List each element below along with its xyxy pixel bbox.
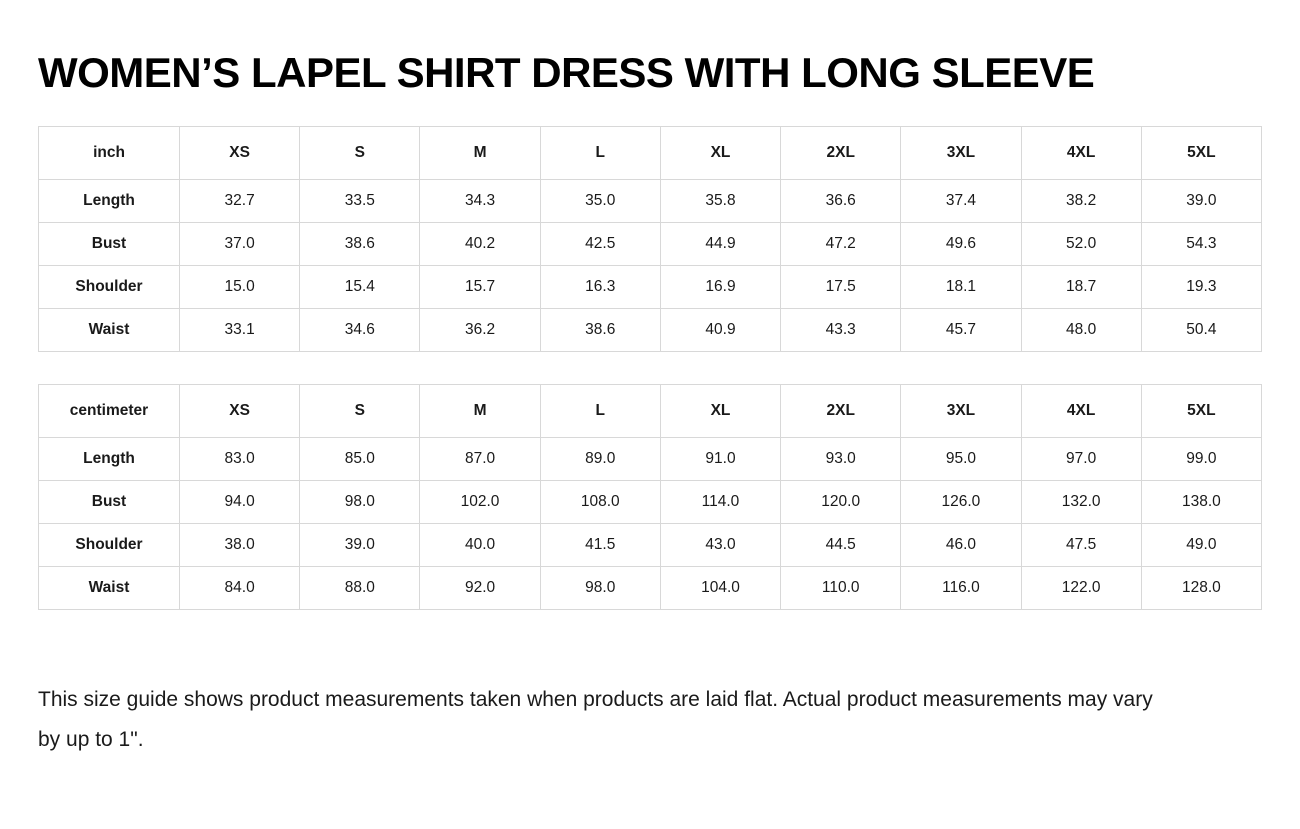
- table-row: [39, 438, 1262, 481]
- size-header-l: L: [540, 127, 660, 180]
- inch-table-wrapper: [38, 126, 1262, 352]
- cell-value: 102.0: [420, 481, 540, 524]
- cell-value: 54.3: [1141, 223, 1261, 266]
- cell-value: 84.0: [180, 567, 300, 610]
- table-row: [39, 180, 1262, 223]
- cell-value: 95.0: [901, 438, 1021, 481]
- cell-value: 37.4: [901, 180, 1021, 223]
- cell-value: 98.0: [540, 567, 660, 610]
- cell-value: 43.0: [660, 524, 780, 567]
- cell-value: 126.0: [901, 481, 1021, 524]
- cell-value: 89.0: [540, 438, 660, 481]
- size-header-m: M: [420, 127, 540, 180]
- table-row: [39, 223, 1262, 266]
- cell-value: 128.0: [1141, 567, 1261, 610]
- cell-value: 34.3: [420, 180, 540, 223]
- table-row: [39, 481, 1262, 524]
- cell-value: 15.7: [420, 266, 540, 309]
- cell-value: 39.0: [1141, 180, 1261, 223]
- cell-value: 45.7: [901, 309, 1021, 352]
- cell-value: 37.0: [180, 223, 300, 266]
- cell-value: 49.6: [901, 223, 1021, 266]
- cell-value: 42.5: [540, 223, 660, 266]
- size-header-4xl: 4XL: [1021, 385, 1141, 438]
- unit-label-centimeter: centimeter: [39, 385, 180, 438]
- size-header-5xl: 5XL: [1141, 385, 1261, 438]
- cell-value: 85.0: [300, 438, 420, 481]
- size-header-2xl: 2XL: [781, 385, 901, 438]
- cell-value: 40.2: [420, 223, 540, 266]
- cell-value: 110.0: [781, 567, 901, 610]
- cell-value: 15.4: [300, 266, 420, 309]
- size-header-3xl: 3XL: [901, 127, 1021, 180]
- cell-value: 39.0: [300, 524, 420, 567]
- row-label-shoulder: Shoulder: [39, 266, 180, 309]
- cell-value: 15.0: [180, 266, 300, 309]
- cell-value: 44.9: [660, 223, 780, 266]
- cell-value: 87.0: [420, 438, 540, 481]
- cell-value: 40.9: [660, 309, 780, 352]
- size-table-centimeter: [38, 384, 1262, 610]
- cell-value: 16.9: [660, 266, 780, 309]
- size-header-3xl: 3XL: [901, 385, 1021, 438]
- cell-value: 35.8: [660, 180, 780, 223]
- cell-value: 138.0: [1141, 481, 1261, 524]
- cell-value: 97.0: [1021, 438, 1141, 481]
- cell-value: 104.0: [660, 567, 780, 610]
- cell-value: 40.0: [420, 524, 540, 567]
- cell-value: 120.0: [781, 481, 901, 524]
- cell-value: 93.0: [781, 438, 901, 481]
- page-title: WOMEN’S LAPEL SHIRT DRESS WITH LONG SLEEVE: [38, 49, 1095, 96]
- cell-value: 50.4: [1141, 309, 1261, 352]
- row-label-length: Length: [39, 438, 180, 481]
- row-label-bust: Bust: [39, 223, 180, 266]
- cell-value: 108.0: [540, 481, 660, 524]
- cell-value: 36.6: [781, 180, 901, 223]
- row-label-waist: Waist: [39, 309, 180, 352]
- cell-value: 48.0: [1021, 309, 1141, 352]
- cell-value: 36.2: [420, 309, 540, 352]
- cell-value: 114.0: [660, 481, 780, 524]
- cell-value: 88.0: [300, 567, 420, 610]
- cell-value: 38.0: [180, 524, 300, 567]
- size-header-xl: XL: [660, 127, 780, 180]
- row-label-shoulder: Shoulder: [39, 524, 180, 567]
- cell-value: 19.3: [1141, 266, 1261, 309]
- table-header-row: [39, 127, 1262, 180]
- cell-value: 33.5: [300, 180, 420, 223]
- cell-value: 16.3: [540, 266, 660, 309]
- cell-value: 83.0: [180, 438, 300, 481]
- centimeter-table-wrapper: [38, 384, 1262, 610]
- cell-value: 34.6: [300, 309, 420, 352]
- cell-value: 32.7: [180, 180, 300, 223]
- row-label-bust: Bust: [39, 481, 180, 524]
- cell-value: 122.0: [1021, 567, 1141, 610]
- table-row: [39, 309, 1262, 352]
- table-row: [39, 524, 1262, 567]
- cell-value: 38.6: [540, 309, 660, 352]
- cell-value: 43.3: [781, 309, 901, 352]
- size-header-s: S: [300, 385, 420, 438]
- cell-value: 38.2: [1021, 180, 1141, 223]
- row-label-waist: Waist: [39, 567, 180, 610]
- size-header-xl: XL: [660, 385, 780, 438]
- cell-value: 94.0: [180, 481, 300, 524]
- cell-value: 92.0: [420, 567, 540, 610]
- cell-value: 38.6: [300, 223, 420, 266]
- cell-value: 41.5: [540, 524, 660, 567]
- table-header-row: [39, 385, 1262, 438]
- unit-label-inch: inch: [39, 127, 180, 180]
- cell-value: 35.0: [540, 180, 660, 223]
- cell-value: 91.0: [660, 438, 780, 481]
- table-row: [39, 266, 1262, 309]
- row-label-length: Length: [39, 180, 180, 223]
- cell-value: 44.5: [781, 524, 901, 567]
- cell-value: 47.5: [1021, 524, 1141, 567]
- cell-value: 46.0: [901, 524, 1021, 567]
- table-row: [39, 567, 1262, 610]
- cell-value: 47.2: [781, 223, 901, 266]
- size-header-5xl: 5XL: [1141, 127, 1261, 180]
- cell-value: 33.1: [180, 309, 300, 352]
- size-header-xs: XS: [180, 385, 300, 438]
- size-header-2xl: 2XL: [781, 127, 901, 180]
- size-guide-note: This size guide shows product measurements taken when products are laid flat. Actual product measurements may vary by up to 1".: [38, 688, 1153, 752]
- cell-value: 17.5: [781, 266, 901, 309]
- cell-value: 116.0: [901, 567, 1021, 610]
- size-header-4xl: 4XL: [1021, 127, 1141, 180]
- table-separator: [38, 352, 1262, 384]
- cell-value: 98.0: [300, 481, 420, 524]
- cell-value: 132.0: [1021, 481, 1141, 524]
- cell-value: 18.1: [901, 266, 1021, 309]
- size-header-m: M: [420, 385, 540, 438]
- cell-value: 18.7: [1021, 266, 1141, 309]
- cell-value: 49.0: [1141, 524, 1261, 567]
- size-table-inch: [38, 126, 1262, 352]
- cell-value: 52.0: [1021, 223, 1141, 266]
- size-header-s: S: [300, 127, 420, 180]
- size-header-l: L: [540, 385, 660, 438]
- cell-value: 99.0: [1141, 438, 1261, 481]
- size-header-xs: XS: [180, 127, 300, 180]
